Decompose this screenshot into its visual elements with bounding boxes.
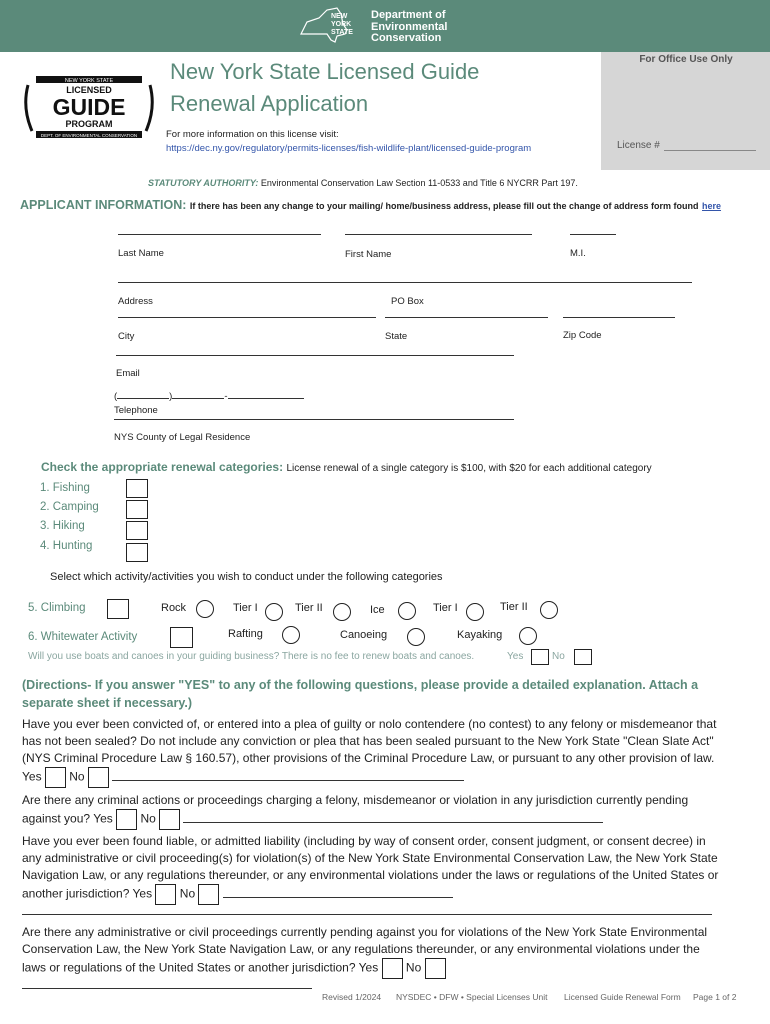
category-fishing: 1. Fishing [40,482,90,494]
footer-unit: NYSDEC • DFW • Special Licenses Unit [396,992,548,1002]
hiking-checkbox[interactable] [126,521,148,540]
q3-explanation-line[interactable] [223,897,453,898]
rock-tier1-radio[interactable] [265,603,283,621]
email-label: Email [116,368,140,379]
q3-explanation-line-2[interactable] [22,914,712,915]
rafting-radio[interactable] [282,626,300,644]
applicant-heading-sub: If there has been any change to your mailing/ home/business address, please fill out the change of address form found [189,201,699,211]
logo-guide: GUIDE [52,94,126,120]
question-1-text: Have you ever been convicted of, or entered into a plea of guilty or nolo contendere (no contest) to any felony or misdemeanor that has not been sealed? Do not include any conviction or plea that has been sealed pursuant to the New York State "Clean Slate Act" (NYS Criminal Procedure Law § 160.57), other provisions of the Criminal Procedure Law, or pursuant to any other provision of law. [22,717,717,765]
category-climbing: 5. Climbing [28,602,86,614]
applicant-heading-label: APPLICANT INFORMATION: [20,198,187,212]
q4-no-label: No [405,960,422,975]
ice-radio[interactable] [398,602,416,620]
renewal-heading [41,460,652,474]
phone-dash: - [224,391,228,402]
last-name-field[interactable] [118,234,321,235]
ice-tier1-label: Tier I [433,602,458,614]
ice-tier1-radio[interactable] [466,603,484,621]
q1-no-checkbox[interactable] [88,767,109,788]
camping-checkbox[interactable] [126,500,148,519]
footer-page: Page 1 of 2 [693,992,737,1002]
q4-yes-checkbox[interactable] [382,958,403,979]
phone-mask[interactable] [114,391,304,402]
ice-tier2-radio[interactable] [540,601,558,619]
first-name-label: First Name [345,249,392,260]
logo-bottom-text: DEPT. OF ENVIRONMENTAL CONSERVATION [40,133,138,138]
rock-tier1-label: Tier I [233,602,258,614]
rock-label: Rock [161,602,187,614]
ice-label: Ice [370,604,385,616]
question-3 [22,833,727,905]
info-text: For more information on this license visit: [166,129,339,140]
q2-yes-label: Yes [93,811,113,826]
q1-no-label: No [69,769,85,784]
q1-yes-checkbox[interactable] [45,767,66,788]
boats-yes-label: Yes [507,651,524,662]
county-field[interactable] [114,419,514,420]
change-of-address-link[interactable]: here [702,201,722,211]
canoeing-label: Canoeing [340,629,388,641]
ice-tier2-label: Tier II [500,601,528,613]
dept-line-3: Conservation [371,32,442,44]
q3-yes-label: Yes [132,886,153,901]
nys-state-logo [297,4,367,53]
q2-yes-checkbox[interactable] [116,809,137,830]
zip-field[interactable] [563,317,675,318]
guide-program-logo [20,73,158,148]
kayaking-radio[interactable] [519,627,537,645]
q3-no-checkbox[interactable] [198,884,219,905]
footer-revised: Revised 1/2024 [322,992,382,1002]
statutory-label: STATUTORY AUTHORITY: [148,178,259,188]
first-name-field[interactable] [345,234,532,235]
email-field[interactable] [116,355,514,356]
phone-open-paren: ( [114,391,118,402]
q2-no-checkbox[interactable] [159,809,180,830]
city-field[interactable] [118,317,376,318]
county-label: NYS County of Legal Residence [114,432,251,443]
address-field[interactable] [118,282,692,283]
zip-label: Zip Code [563,330,602,341]
question-3-text: Have you ever been found liable, or admitted liability (including by way of consent order, consent judgment, or consent decree) in any administrative or civil proceeding(s) for violation(s) of the New York State Environmental Conservation Law, the New York State Navigation Law, or any regulations thereunder, or any environmental violations under the laws or regulations of the United States or another jurisdiction? [22,834,719,901]
license-number-label: License # [617,140,660,151]
statutory-text: Environmental Conservation Law Section 11-0533 and Title 6 NYCRR Part 197. [260,178,578,188]
last-name-label: Last Name [118,248,164,259]
mi-label: M.I. [570,248,586,259]
question-1 [22,716,727,788]
city-label: City [118,331,135,342]
state-word-state: STATE [331,29,353,36]
hunting-checkbox[interactable] [126,543,148,562]
office-use-box [601,52,770,170]
fishing-checkbox[interactable] [126,479,148,498]
dept-line-1: Department of [371,9,446,21]
q3-yes-checkbox[interactable] [155,884,176,905]
q2-explanation-line[interactable] [183,822,603,823]
rock-tier2-radio[interactable] [333,603,351,621]
renewal-heading-label: Check the appropriate renewal categories: [41,460,284,474]
climbing-checkbox[interactable] [107,599,129,619]
applicant-heading [20,198,721,212]
boats-yes-checkbox[interactable] [531,649,549,665]
address-label: Address [118,296,153,307]
category-hiking: 3. Hiking [40,520,85,532]
dept-line-2: Environmental [371,20,448,33]
canoeing-radio[interactable] [407,628,425,646]
logo-arc-text: NEW YORK STATE [64,78,114,84]
state-label: State [385,331,408,342]
category-camping: 2. Camping [40,501,99,513]
q4-no-checkbox[interactable] [425,958,446,979]
q4-yes-label: Yes [358,960,379,975]
boats-question: Will you use boats and canoes in your guiding business? There is no fee to renew boats and canoes. [28,651,475,662]
q3-no-label: No [179,886,196,901]
license-number-line [664,150,756,151]
category-hunting: 4. Hunting [40,540,93,552]
whitewater-checkbox[interactable] [170,627,193,648]
rafting-label: Rafting [228,628,263,640]
category-whitewater: 6. Whitewater Activity [28,631,138,643]
state-field[interactable] [385,317,548,318]
logo-licensed: LICENSED [66,85,112,95]
question-4 [22,924,727,979]
footer-form: Licensed Guide Renewal Form [564,992,681,1002]
logo-program: PROGRAM [65,119,113,129]
rock-tier2-label: Tier II [295,602,323,614]
boats-no-label: No [552,651,565,662]
page-title-line-2: Renewal Application [170,91,369,116]
state-word-new: NEW [331,13,348,20]
rock-radio[interactable] [196,600,214,618]
state-word-york: YORK [331,21,352,28]
telephone-label: Telephone [114,405,158,416]
q4-explanation-line[interactable] [22,988,312,989]
q1-explanation-line[interactable] [112,780,464,781]
question-2 [22,792,727,830]
boats-no-checkbox[interactable] [574,649,592,665]
info-link[interactable]: https://dec.ny.gov/regulatory/permits-licenses/fish-wildlife-plant/licensed-guide-program [166,143,532,154]
q2-no-label: No [140,811,156,826]
select-activities-text: Select which activity/activities you wish to conduct under the following categories [50,571,443,583]
renewal-heading-sub: License renewal of a single category is $100, with $20 for each additional category [286,463,652,474]
statutory-authority [148,178,578,188]
mi-field[interactable] [570,234,616,235]
question-4-text: Are there any administrative or civil proceedings currently pending against you for violations of the New York State Environmental Conservation Law, the New York State Navigation Law, or any regulations thereunder, or any environmental violations under the laws or regulations of the United States or another jurisdiction? [22,925,708,975]
kayaking-label: Kayaking [457,629,503,641]
phone-close-paren: ) [169,391,173,402]
question-2-text: Are there any criminal actions or proceedings charging a felony, misdemeanor or violation in any jurisdiction currently pending against you? [22,793,689,826]
department-name [371,10,447,45]
q1-yes-label: Yes [22,769,42,784]
office-use-title: For Office Use Only [639,54,733,65]
page-title-line-1: New York State Licensed Guide [170,59,480,84]
po-box-label: PO Box [391,296,424,307]
directions-text: (Directions- If you answer "YES" to any of the following questions, please provide a detailed explanation. Attach a separate sheet if necessary.) [22,678,699,710]
